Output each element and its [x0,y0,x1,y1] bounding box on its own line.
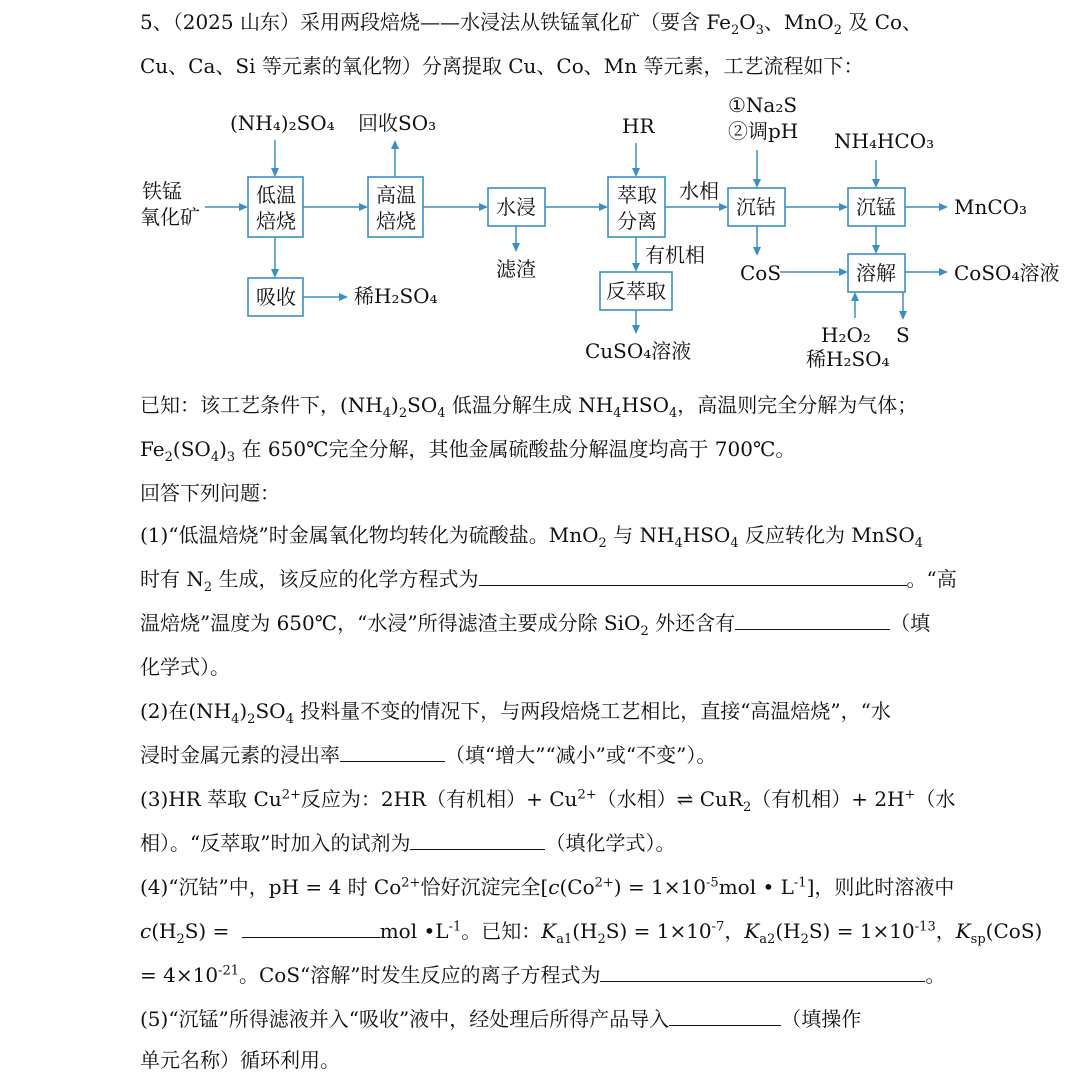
answer-blank-3[interactable] [410,829,545,850]
text-fragment: 2+ [594,875,614,891]
text-fragment: 5、（2025 山东）采用两段焙烧——水浸法从铁锰氧化矿（要含 Fe [140,10,731,34]
text-fragment: (1)“低温焙烧”时金属氧化物均转化为硫酸盐。MnO [140,523,599,547]
text-fragment: 4 [613,406,622,421]
text-fragment: 与 NH [606,523,675,547]
label-recycle-so3: 回收SO₃ [358,111,437,135]
text-fragment: (H [151,919,177,943]
flow-arrow [339,293,348,301]
label-h2o2: H₂O₂ [821,323,871,347]
text-fragment: S) = 1×10 [605,919,712,943]
text-fragment: ) [391,393,399,417]
text-fragment: ，高温则完全分解为气体； [677,393,918,417]
q4-line3 [140,961,945,989]
question-header-line2: Cu、Ca、Si 等元素的氧化物）分离提取 Cu、Co、Mn 等元素，工艺流程如下： [140,54,864,78]
flow-label: 沉锰 [856,195,896,219]
text-fragment: 2 [730,23,740,38]
flow-arrow [753,247,761,256]
label-na2s: ①Na₂S [728,93,798,117]
text-fragment: -1 [793,875,807,891]
flow-arrow [632,168,640,177]
text-fragment: 2 [742,800,752,815]
label-ph: ②调pH [728,119,799,143]
label-organic-phase: 有机相 [645,243,705,267]
answer-blank-4b[interactable] [600,961,925,982]
text-fragment: (4)“沉钴”中，pH = 4 时 Co [140,875,402,899]
known-line3: 回答下列问题： [140,481,280,505]
answer-blank-2[interactable] [340,741,445,762]
text-fragment: 时有 N [140,567,204,591]
text-fragment: (Co [559,875,595,899]
text-fragment: ， [724,919,745,943]
label-dilute-h2so4: 稀H₂SO₄ [354,284,438,308]
text-fragment: ， [935,919,956,943]
flow-arrow [359,203,368,211]
text-fragment: 4 [285,712,294,727]
flow-arrow [851,292,859,301]
text-fragment: + [904,787,916,803]
text-fragment: (5)“沉锰”所得滤液并入“吸收”液中，经处理后所得产品导入 [140,1007,670,1031]
text-fragment: 2 [800,932,809,947]
label-water-phase: 水相 [679,179,719,203]
text-fragment: 4 [914,536,924,551]
text-fragment: a2 [759,932,776,947]
process-flow-diagram [0,0,1080,380]
text-fragment: 4 [437,406,446,421]
flow-arrow [632,263,640,272]
flow-arrow [632,325,640,334]
text-fragment: 4 [382,406,392,421]
q2-line2 [140,741,716,769]
flow-label: 高温 [376,183,416,207]
text-fragment: S) = 1×10 [808,919,915,943]
text-fragment: 外还含有 [648,611,736,635]
text-fragment: -21 [218,963,239,979]
flow-label: 焙烧 [256,209,296,233]
flow-arrow [899,311,907,320]
text-fragment: K [744,919,760,943]
text-fragment: 温焙烧”温度为 650℃，“水浸”所得滤渣主要成分除 SiO [140,611,641,635]
text-fragment: 2+ [401,875,421,891]
flow-label: 分离 [617,209,657,233]
text-fragment: （填化学式）。 [545,831,676,855]
text-fragment: 2 [203,580,213,595]
text-fragment: -5 [706,875,719,891]
text-fragment: K [955,919,971,943]
label-coso4: CoSO₄溶液 [954,261,1060,285]
text-fragment: -7 [711,919,725,935]
text-fragment: 反应为：2HR（有机相）+ Cu [300,787,578,811]
flow-arrow [753,179,761,188]
flow-arrow [599,203,608,211]
text-fragment: 。已知： [461,919,542,943]
text-fragment: ) = 1×10 [613,875,707,899]
text-fragment: （填操作 [781,1007,862,1031]
text-fragment: 投料量不变的情况下，与两段焙烧工艺相比，直接“高温焙烧”，“水 [293,699,891,723]
q3-line1 [140,785,955,813]
text-fragment: (H [775,919,801,943]
flow-arrow [391,140,399,149]
known-line2 [140,435,795,463]
text-fragment: 2 [640,624,649,639]
text-fragment: 2 [833,23,842,38]
flow-arrow [271,168,279,177]
text-fragment: （填 [890,611,931,635]
text-fragment: ) [219,437,227,461]
text-fragment: sp [970,932,986,947]
text-fragment: （填“增大”“减小”或“不变”）。 [445,743,717,767]
label-s: S [896,323,910,347]
text-fragment: 恰好沉淀完全[ [420,875,549,899]
q5-line2: 单元名称）循环利用。 [140,1048,340,1072]
text-fragment: 2 [598,536,607,551]
text-fragment: 相）。“反萃取”时加入的试剂为 [140,831,411,855]
text-fragment: 2 [176,932,185,947]
text-fragment: HSO [682,523,731,547]
text-fragment: (3)HR 萃取 Cu [140,787,282,811]
text-fragment: 4 [674,536,683,551]
flow-arrow [872,245,880,254]
text-fragment: 。CoS“溶解”时发生反应的离子方程式为 [238,963,601,987]
q4-line1 [140,873,954,901]
flow-arrow [512,243,520,252]
text-fragment: 。“高 [906,567,957,591]
flow-label: 沉钴 [736,195,776,219]
text-fragment: = 4×10 [140,963,219,987]
text-fragment: 2+ [577,787,597,803]
text-fragment: （水 [915,787,956,811]
text-fragment: ]，则此时溶液中 [806,875,955,899]
text-fragment: (SO [172,437,211,461]
text-fragment: a1 [556,932,573,947]
flow-arrow [839,203,848,211]
q1-line2 [140,565,957,593]
label-nh4hco3: NH₄HCO₃ [834,129,935,153]
text-fragment: 2 [164,450,173,465]
label-nh4so4: (NH₄)₂SO₄ [230,111,335,135]
text-fragment: （有机相）+ 2H [751,787,905,811]
flow-arrow [939,203,948,211]
text-fragment: mol •L [379,919,449,943]
text-fragment: 2 [398,406,408,421]
flow-label: 吸收 [256,285,296,309]
flow-label: 低温 [256,183,296,207]
text-fragment: (CoS) [985,919,1043,943]
label-mnco3: MnCO₃ [954,195,1028,219]
text-fragment: ) [239,699,248,723]
q1-line1 [140,521,923,549]
label-cos: CoS [740,261,782,285]
text-fragment: c [140,919,152,943]
flow-arrow [872,179,880,188]
known-line1 [140,391,917,419]
text-fragment: mol • L [718,875,794,899]
text-fragment: K [541,919,557,943]
flow-arrow [239,203,248,211]
q1-line4: 化学式）。 [140,655,230,679]
text-fragment: 2 [597,932,606,947]
text-fragment: -1 [448,919,462,935]
text-fragment: 3 [226,450,236,465]
text-fragment: (H [572,919,598,943]
q1-line3 [140,609,930,637]
text-fragment: 及 Co、 [841,10,923,34]
flow-arrow [939,268,948,276]
label-cuso4: CuSO₄溶液 [585,339,692,363]
text-fragment: O [739,10,756,34]
answer-blank-1a[interactable] [479,565,907,586]
answer-blank-1b[interactable] [735,609,890,630]
text-fragment: HSO [621,393,669,417]
flow-arrow [839,268,848,276]
text-fragment: 2+ [281,787,301,803]
text-fragment: 。 [925,963,946,987]
flow-label: 萃取 [617,183,657,207]
q2-line1 [140,697,891,725]
text-fragment: （水相）⇌ CuR [596,787,743,811]
q3-line2 [140,829,675,857]
text-fragment: 3 [755,23,764,38]
label-hr: HR [622,114,655,138]
flow-label: 溶解 [856,261,896,285]
text-fragment: 2 [247,712,256,727]
text-fragment: (2)在(NH [140,699,232,723]
raw-label-2: 氧化矿 [140,205,200,229]
text-fragment: 已知：该工艺条件下，(NH [140,393,383,417]
text-fragment: 4 [210,450,220,465]
text-fragment: SO [407,393,438,417]
answer-blank-5[interactable] [669,1005,781,1026]
q4-line2 [140,917,1042,945]
text-fragment: 浸时金属元素的浸出率 [140,743,340,767]
flow-label: 水浸 [496,195,536,219]
text-fragment: 在 650℃完全分解，其他金属硫酸盐分解温度均高于 700℃。 [235,437,796,461]
text-fragment: 4 [730,536,739,551]
text-fragment: 生成，该反应的化学方程式为 [212,567,479,591]
text-fragment: SO [255,699,286,723]
answer-blank-4a[interactable] [242,917,380,938]
text-fragment: S) = [184,919,230,943]
text-fragment: c [548,875,560,899]
text-fragment: 4 [231,712,240,727]
text-fragment: 4 [669,406,678,421]
text-fragment: Fe [140,437,165,461]
text-fragment: 反应转化为 MnSO [738,523,915,547]
q5-line1 [140,1005,861,1033]
flow-arrow [271,269,279,278]
flow-arrow [719,203,728,211]
text-fragment: -13 [914,919,936,935]
raw-label-1: 铁锰 [142,179,182,203]
flow-label: 焙烧 [376,209,416,233]
flow-label: 反萃取 [606,279,666,303]
text-fragment: 、MnO [763,10,834,34]
label-residue: 滤渣 [496,257,536,281]
label-dilute-h2so4-b: 稀H₂SO₄ [806,347,890,371]
flow-arrow [479,203,488,211]
text-fragment: 低温分解生成 NH [445,393,614,417]
